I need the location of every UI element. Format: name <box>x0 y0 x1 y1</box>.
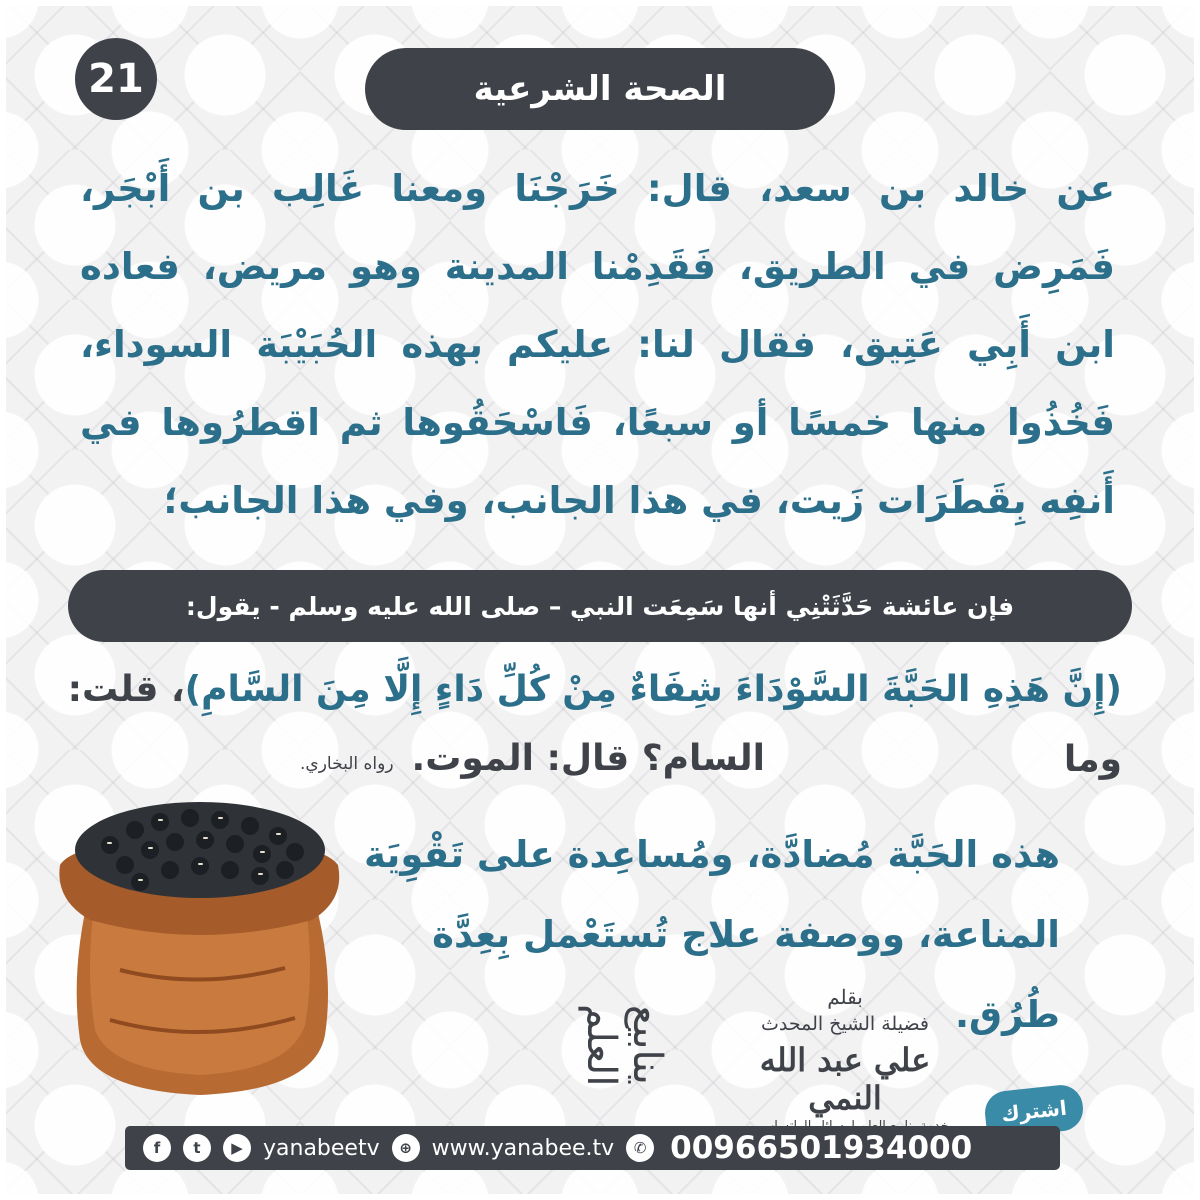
dribbble-icon[interactable]: ⊕ <box>392 1134 420 1162</box>
youtube-icon[interactable]: ▶ <box>223 1134 251 1162</box>
whatsapp-icon[interactable]: ✆ <box>626 1134 654 1162</box>
narration-text: عن خالد بن سعد، قال: خَرَجْنَا ومعنا غَالِب بن أَبْجَر، فَمَرِض في الطريق، فَقَدِمْنا المدينة وهو مريض، فعاده ابن أَبِي عَتِيق، فقال لنا: عليكم بهذه الحُبَيْبَة السوداء، فَخُذُوا منها خمسًا أو سبعًا، فَاسْحَقُوها ثم اقطرُوها في أَنفِه بِقَطَرَات زَيت، في هذا الجانب، وفي هذا الجانب؛ <box>80 167 1115 522</box>
hadith-intro-banner: فإن عائشة حَدَّثَتْنِي أنها سَمِعَت النبي – صلى الله عليه وسلم - يقول: <box>68 570 1132 642</box>
yanabee-logo: ينابيع العلم <box>578 1003 670 1087</box>
website-link[interactable]: www.yanabee.tv <box>431 1135 615 1161</box>
quote-continuation: ، قلت: وما <box>67 669 1122 780</box>
twitter-icon[interactable]: t <box>183 1134 211 1162</box>
number-badge: 21 <box>75 38 157 120</box>
footer-bar <box>125 1126 1060 1170</box>
author-signature <box>745 985 945 1117</box>
black-seed-sack-illustration <box>50 770 350 1100</box>
hadith-source: رواه البخاري. <box>300 754 394 774</box>
signature-by: بقلم <box>827 985 863 1009</box>
subscribe-button[interactable]: اشترك <box>983 1083 1085 1139</box>
phone-number[interactable]: 00966501934000 <box>670 1130 973 1166</box>
hadith-quote: (إِنَّ هَذِهِ الحَبَّةَ السَّوْدَاءَ شِفَاءٌ مِنْ كُلِّ دَاءٍ إِلَّا مِنَ السَّامِ) <box>184 669 1122 710</box>
quote-answer: السام؟ قال: الموت. <box>411 738 765 779</box>
signature-title: فضيلة الشيخ المحدث <box>760 1013 930 1035</box>
page-title: الصحة الشرعية <box>365 48 835 130</box>
facebook-icon[interactable]: f <box>143 1134 171 1162</box>
social-handle[interactable]: yanabeetv <box>263 1135 380 1161</box>
benefit-note: هذه الحَبَّة مُضادَّة، ومُساعِدة على تَقْوِيَة المناعة، ووصفة علاج تُستَعْمل بِعِدَّة طُرُق. <box>363 833 1060 1036</box>
signature-name: علي عبد الله النمي <box>759 1041 931 1117</box>
